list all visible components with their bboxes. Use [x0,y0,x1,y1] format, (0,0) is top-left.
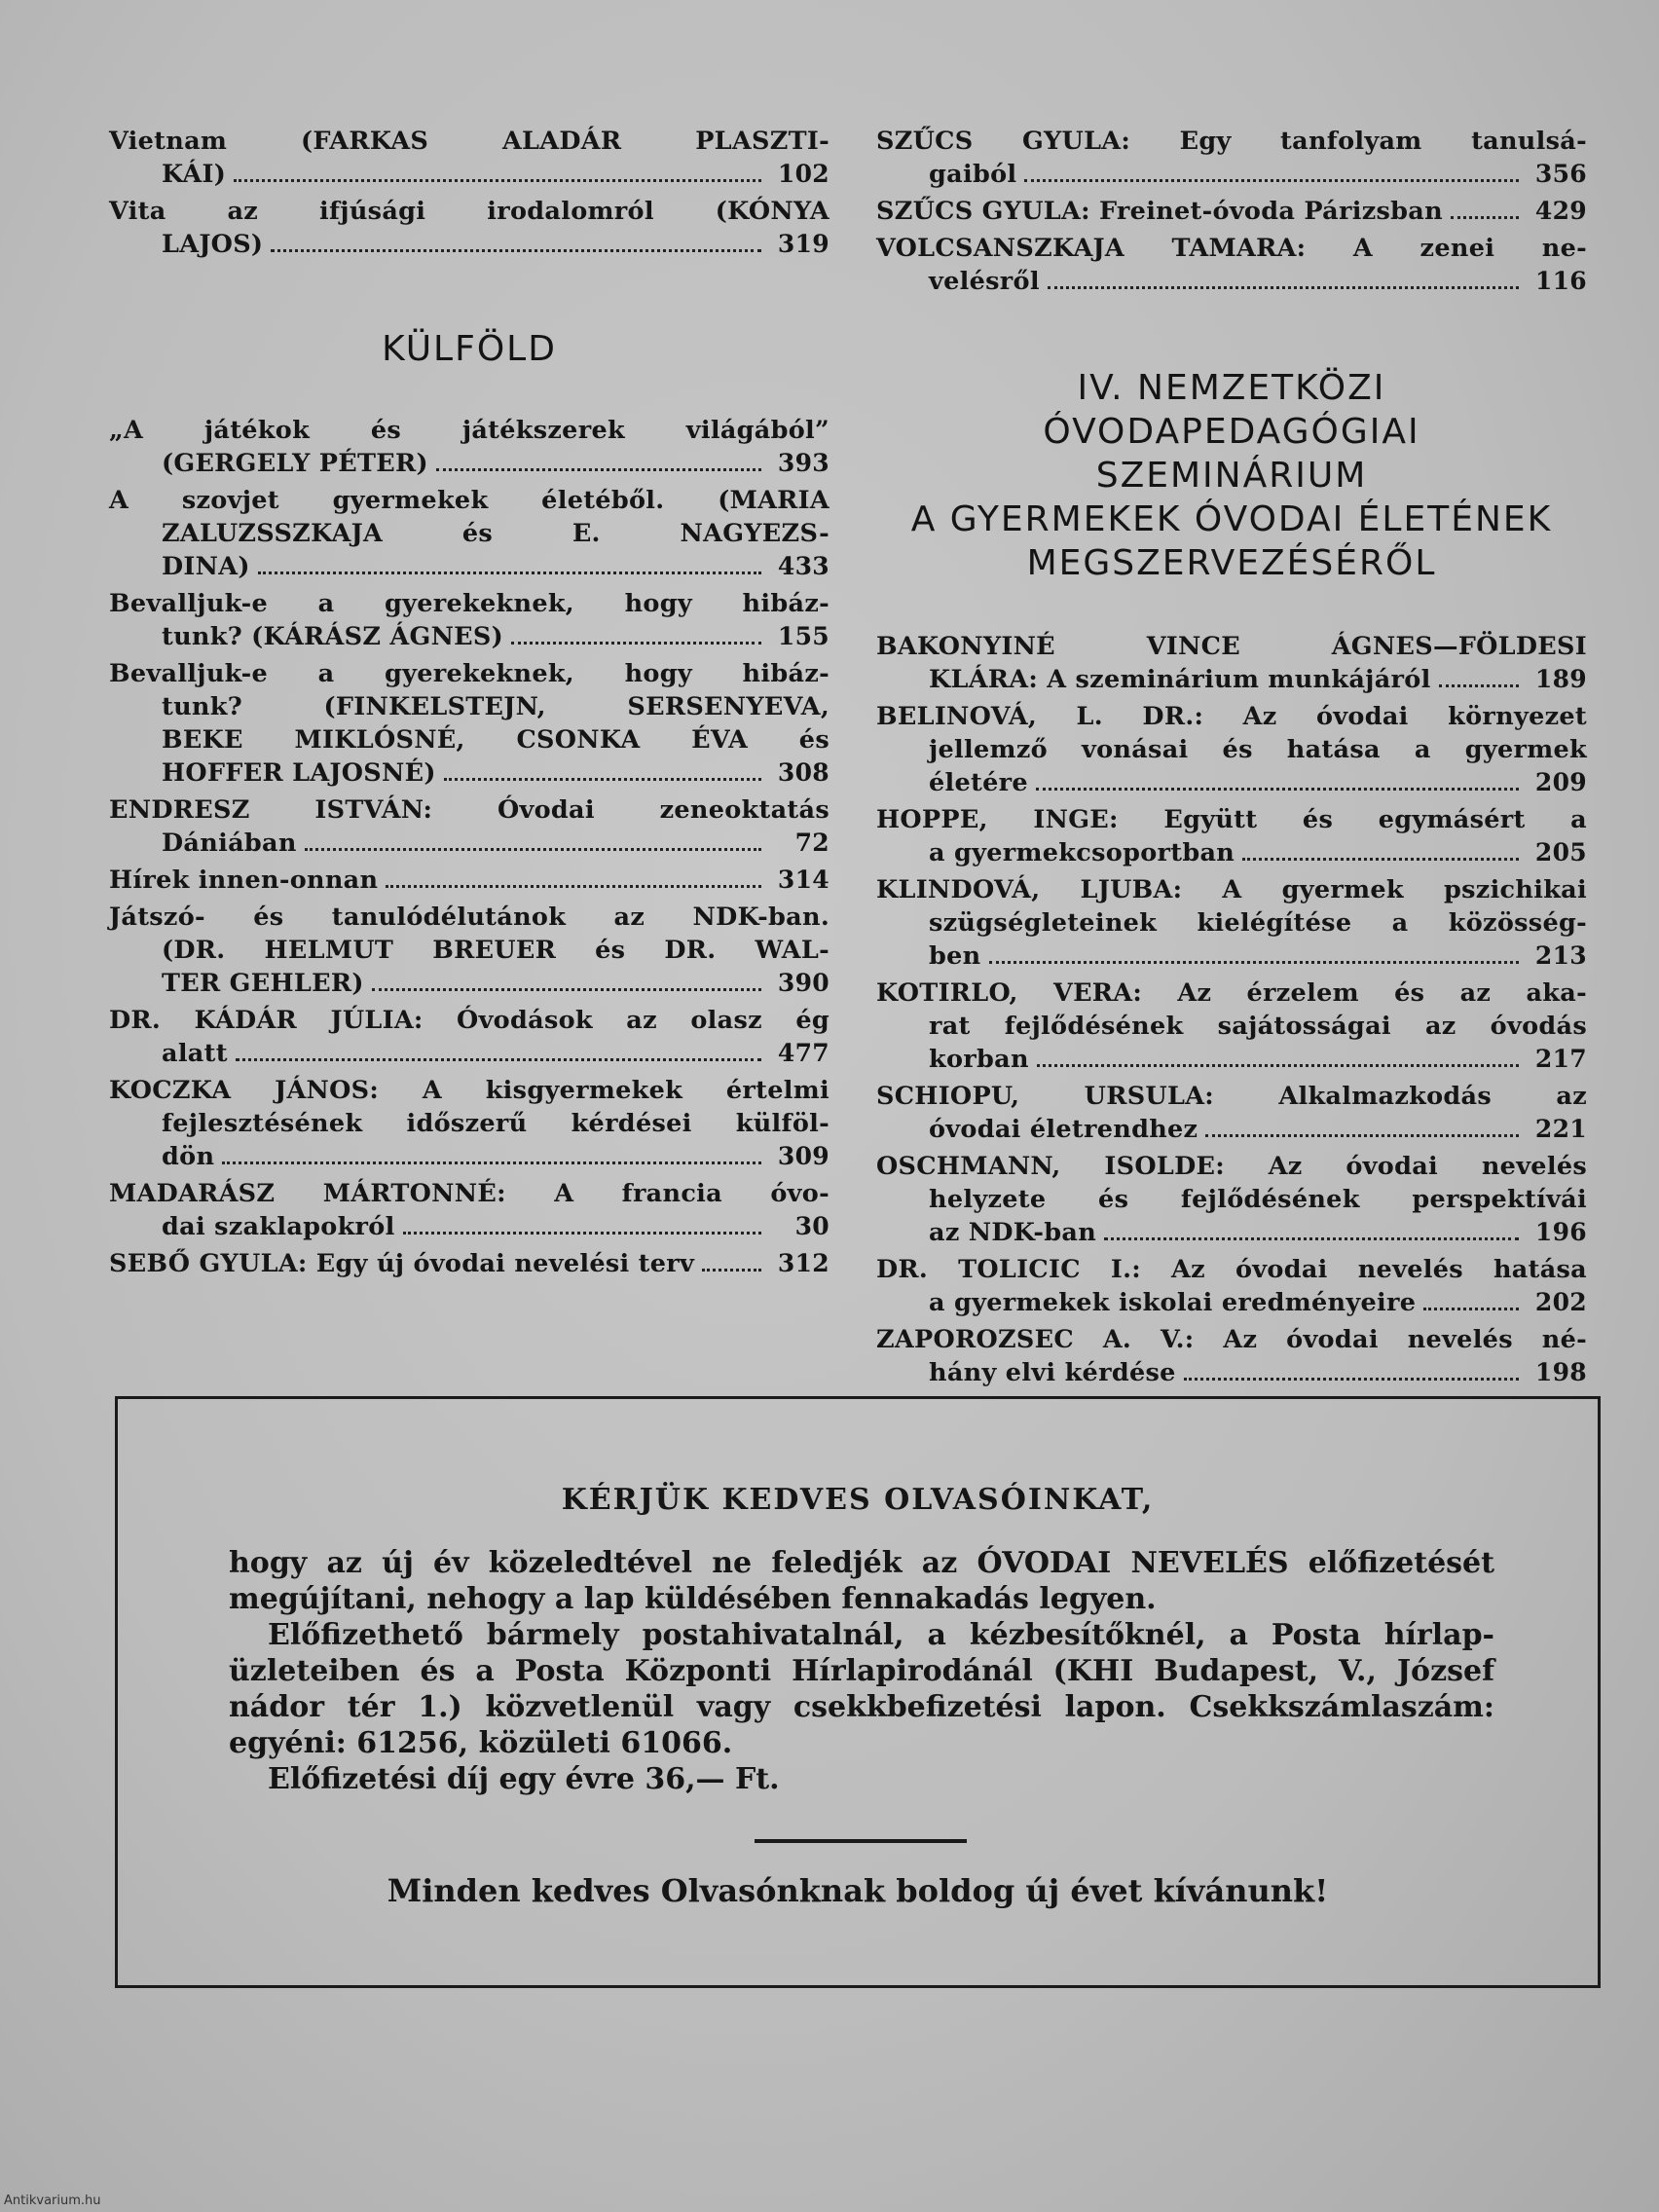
notice-body [229,1545,1494,1797]
toc-list-top-right [876,125,1587,298]
page-number: 213 [1534,941,1587,970]
notice-title: KÉRJÜK KEDVES OLVASÓINKAT, [561,1483,1155,1517]
page-number: 312 [777,1249,830,1277]
toc-entry-last-line: gaiból [929,160,1017,189]
seminar-heading-line: ÓVODAPEDAGÓGIAI [1043,412,1420,452]
toc-entry-last-line: tunk? (KÁRÁSZ ÁGNES) [162,622,503,651]
toc-entry-line: KOTIRLO, VERA: Az érzelem és az aka- [876,978,1587,1008]
page-number: 433 [777,552,830,580]
toc-entry-line: BAKONYINÉ VINCE ÁGNES—FÖLDESI [876,632,1587,661]
toc-entry [876,1323,1587,1389]
section-heading-seminar [876,366,1587,585]
toc-entry-line: ZALUZSSZKAJA és E. NAGYEZS- [162,519,830,548]
toc-entry-line: Vietnam (FARKAS ALADÁR PLASZTI- [109,127,830,156]
toc-entry-line: BELINOVÁ, L. DR.: Az óvodai környezet [876,702,1587,731]
toc-entry [109,587,830,653]
toc-entry [109,901,830,1000]
toc-entry-last-line: LAJOS) [162,230,264,259]
toc-entry-last-line: dai szaklapokról [162,1212,395,1241]
toc-list-seminar [876,630,1587,1389]
dot-leader [1439,684,1519,687]
toc-entry-last-line: KÁI) [162,160,227,189]
toc-entry-line: HOPPE, INGE: Együtt és egymásért a [876,805,1587,834]
toc-entry-line: fejlesztésének időszerű kérdései külföl- [162,1109,830,1138]
toc-entry-line: rat fejlődésének sajátosságai az óvodás [929,1012,1587,1041]
watermark: Antikvarium.hu [4,2194,101,2208]
toc-entry-last-line: alatt [162,1039,228,1068]
page-number: 393 [777,449,830,477]
toc-entry-line: BEKE MIKLÓSNÉ, CSONKA ÉVA és [162,725,830,755]
left-column [109,125,830,1284]
right-column [876,125,1587,1393]
dot-leader [1048,286,1519,289]
dot-leader [271,249,761,252]
page-number: 390 [777,969,830,997]
toc-list-kulfold [109,414,830,1280]
dot-leader [1036,788,1519,791]
dot-leader [386,885,761,888]
dot-leader [1451,216,1519,219]
toc-entry-last-line: a gyermekcsoportban [929,838,1235,867]
toc-entry [876,1253,1587,1319]
toc-entry [876,1150,1587,1249]
page-number: 198 [1534,1358,1587,1386]
dot-leader [222,1161,761,1164]
toc-entry-last-line: óvodai életrendhez [929,1115,1198,1144]
seminar-heading-line: MEGSZERVEZÉSÉRŐL [1026,543,1437,583]
dot-leader [702,1269,761,1272]
dot-leader [236,1058,761,1061]
toc-entry [109,125,830,191]
toc-entry [109,1177,830,1243]
toc-entry-line: Játszó- és tanulódélutánok az NDK-ban. [109,903,830,932]
toc-entry-line: helyzete és fejlődésének perspektívái [929,1185,1587,1214]
toc-entry-line: KLINDOVÁ, LJUBA: A gyermek pszichikai [876,875,1587,904]
toc-entry-last-line: TER GEHLER) [162,969,364,998]
toc-entry [109,1247,830,1280]
toc-entry [876,873,1587,973]
toc-entry-line: ZAPOROZSEC A. V.: Az óvodai nevelés né- [876,1325,1587,1354]
page-number: 319 [777,230,830,258]
page-number: 116 [1534,267,1587,295]
toc-entry-last-line: velésről [929,267,1040,296]
toc-entry-line: (DR. HELMUT BREUER és DR. WAL- [162,936,830,965]
toc-entry-line: tunk? (FINKELSTEJN, SERSENYEVA, [162,692,830,721]
toc-entry-line: Vita az ifjúsági irodalomról (KÓNYA [109,197,830,226]
divider-rule [755,1839,967,1843]
dot-leader [258,571,761,574]
toc-entry [109,414,830,480]
notice-paragraph-2: Előfizethető bármely postahivatalnál, a kézbesítőknél, a Posta hírlap-üzleteiben és a Posta Központi Hírlapirodánál (KHI Budapest, V., József nádor tér 1.) közvetlenül vagy csekkbefizetési lapon. Csekkszámlaszám: egyéni: 61256, közületi 61066. [229,1618,1494,1760]
toc-entry [876,125,1587,191]
page-number: 205 [1534,838,1587,866]
page-number: 477 [777,1039,830,1067]
dot-leader [1242,858,1519,861]
page-number: 217 [1534,1045,1587,1073]
toc-entry-last-line: Hírek innen-onnan [109,866,379,895]
seminar-heading-line: SZEMINÁRIUM [1095,456,1368,496]
page-number: 72 [794,829,830,857]
toc-entry [876,977,1587,1076]
toc-entry-last-line: (GERGELY PÉTER) [162,449,428,478]
toc-entry-last-line: SEBŐ GYULA: Egy új óvodai nevelési terv [109,1249,695,1278]
dot-leader [372,988,761,991]
dot-leader [1205,1134,1519,1137]
toc-entry-line: SCHIOPU, URSULA: Alkalmazkodás az [876,1082,1587,1111]
toc-entry-line: OSCHMANN, ISOLDE: Az óvodai nevelés [876,1152,1587,1181]
page-number: 221 [1534,1115,1587,1143]
toc-entry [876,630,1587,696]
toc-entry [109,1004,830,1070]
notice-paragraph-3: Előfizetési díj egy évre 36,— Ft. [268,1762,780,1796]
new-year-wish: Minden kedves Olvasónknak boldog új évet kívánunk! [387,1872,1329,1909]
toc-entry-last-line: korban [929,1045,1029,1074]
toc-entry-last-line: SZŰCS GYULA: Freinet-óvoda Párizsban [876,197,1443,226]
section-heading-kulfold: KÜLFÖLD [382,329,557,369]
toc-entry [109,657,830,790]
toc-entry-last-line: ben [929,941,981,971]
toc-entry-line: jellemző vonásai és hatása a gyermek [929,735,1587,764]
dot-leader [511,642,761,645]
toc-entry [876,1080,1587,1146]
toc-entry-line: ENDRESZ ISTVÁN: Óvodai zeneoktatás [109,795,830,825]
toc-entry [876,803,1587,869]
toc-entry [109,195,830,261]
toc-entry [109,484,830,583]
page-number: 202 [1534,1288,1587,1316]
page-number: 30 [794,1212,830,1240]
dot-leader [403,1232,761,1235]
page-number: 314 [777,866,830,894]
toc-entry-line: DR. TOLICIC I.: Az óvodai nevelés hatása [876,1255,1587,1284]
toc-entry [876,232,1587,298]
page-number: 189 [1534,665,1587,693]
dot-leader [1024,179,1519,182]
page-number: 209 [1534,768,1587,796]
toc-entry-last-line: hány elvi kérdése [929,1358,1176,1387]
toc-entry-line: SZŰCS GYULA: Egy tanfolyam tanulsá- [876,127,1587,156]
seminar-heading-line: A GYERMEKEK ÓVODAI ÉLETÉNEK [910,499,1553,539]
page-number: 308 [777,758,830,787]
toc-entry-last-line: életére [929,768,1028,797]
page-number: 429 [1534,197,1587,225]
toc-entry-line: MADARÁSZ MÁRTONNÉ: A francia óvo- [109,1179,830,1208]
page-number: 155 [777,622,830,650]
page-number: 196 [1534,1218,1587,1246]
dot-leader [1184,1378,1519,1381]
subscription-notice [115,1396,1601,1988]
toc-entry-line: Bevalljuk-e a gyerekeknek, hogy hibáz- [109,589,830,618]
page-number: 102 [777,160,830,188]
dot-leader [305,848,761,851]
dot-leader [1037,1064,1519,1067]
dot-leader [234,179,761,182]
notice-paragraph-1: hogy az új év közeledtével ne feledjék az ÓVODAI NEVELÉS előfizetését megújítani, nehogy a lap küldésében fennakadás legyen. [229,1546,1494,1616]
toc-entry [876,195,1587,228]
toc-entry-line: A szovjet gyermekek életéből. (MARIA [109,486,830,515]
toc-entry-line: VOLCSANSZKAJA TAMARA: A zenei ne- [876,234,1587,263]
toc-entry [109,864,830,897]
toc-entry-line: KOCZKA JÁNOS: A kisgyermekek értelmi [109,1076,830,1105]
toc-entry [109,793,830,860]
page-number: 309 [777,1142,830,1170]
dot-leader [1423,1308,1519,1310]
toc-entry-last-line: a gyermekek iskolai eredményeire [929,1288,1417,1317]
toc-entry-last-line: HOFFER LAJOSNÉ) [162,758,436,788]
dot-leader [444,778,761,781]
toc-entry-last-line: DINA) [162,552,250,581]
dot-leader [1104,1237,1519,1240]
toc-entry-last-line: dön [162,1142,215,1171]
toc-entry-line: DR. KÁDÁR JÚLIA: Óvodások az olasz ég [109,1006,830,1035]
toc-entry-line: „A játékok és játékszerek világából” [109,416,830,445]
seminar-heading-line: IV. NEMZETKÖZI [1077,368,1386,408]
toc-entry [876,700,1587,799]
toc-entry-last-line: Dániában [162,829,297,858]
toc-entry-last-line: KLÁRA: A szeminárium munkájáról [929,665,1431,694]
toc-entry-last-line: az NDK-ban [929,1218,1097,1247]
page-number: 356 [1534,160,1587,188]
dot-leader [989,961,1520,964]
toc-entry-line: szügségleteinek kielégítése a közösség- [929,908,1587,938]
toc-list-top-left [109,125,830,261]
toc-entry [109,1074,830,1173]
toc-entry-line: Bevalljuk-e a gyerekeknek, hogy hibáz- [109,659,830,688]
dot-leader [436,468,761,471]
